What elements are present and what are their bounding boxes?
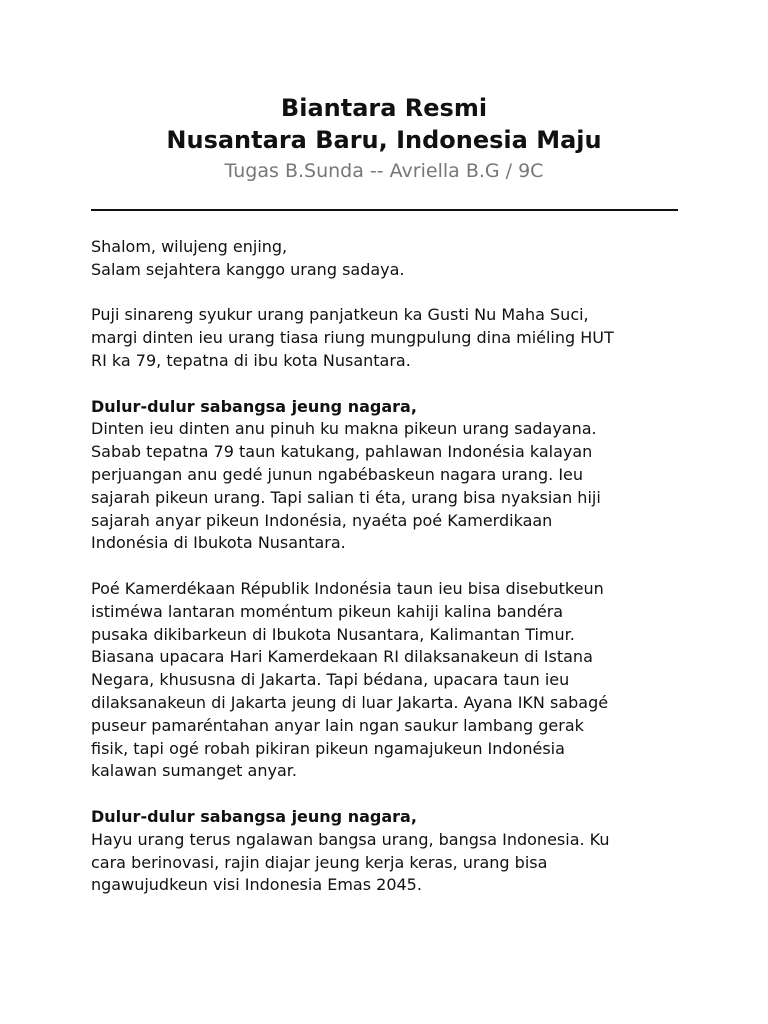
text-line: RI ka 79, tepatna di ibu kota Nusantara. (91, 350, 411, 370)
text-line: perjuangan anu gedé junun ngabébaskeun nagara urang. Ieu (91, 464, 584, 484)
text-line: sajarah pikeun urang. Tapi salian ti éta, urang bisa nyaksian hiji (91, 487, 601, 507)
text-line: Sabab tepatna 79 taun katukang, pahlawan Indonésia kalayan (91, 442, 593, 462)
section-1 (91, 396, 678, 556)
document-header (0, 92, 768, 184)
title-line-1: Biantara Resmi (280, 94, 488, 122)
text-line: pusaka dikibarkeun di Ibukota Nusantara, Kalimantan Timur. (91, 624, 575, 644)
text-line: Hayu urang terus ngalawan bangsa urang, bangsa Indonesia. Ku (91, 829, 610, 849)
text-line: kalawan sumanget anyar. (91, 761, 297, 781)
horizontal-divider (91, 209, 678, 211)
text-line: Salam sejahtera kanggo urang sadaya. (91, 259, 405, 279)
text-line: sajarah anyar pikeun Indonésia, nyaéta poé Kamerdikaan (91, 510, 553, 530)
text-line: Shalom, wilujeng enjing, (91, 237, 288, 256)
section-heading: Dulur-dulur sabangsa jeung nagara, (91, 396, 417, 416)
greeting-paragraph (91, 236, 678, 282)
text-line: Dinten ieu dinten anu pinuh ku makna pikeun urang sadayana. (91, 419, 597, 439)
subtitle: Tugas B.Sunda -- Avriella B.G / 9C (224, 160, 544, 182)
text-line: margi dinten ieu urang tiasa riung mungpulung dina miéling HUT (91, 328, 614, 348)
text-line: Negara, khususna di Jakarta. Tapi bédana, upacara taun ieu (91, 670, 570, 690)
paragraph-1 (91, 304, 678, 372)
text-line: Indonésia di Ibukota Nusantara. (91, 533, 346, 553)
section-2 (91, 806, 678, 897)
text-line: Poé Kamerdékaan Républik Indonésia taun ieu bisa disebutkeun (91, 578, 604, 598)
text-line: ngawujudkeun visi Indonesia Emas 2045. (91, 875, 422, 895)
document-body (91, 236, 678, 920)
text-line: istiméwa lantaran moméntum pikeun kahiji kalina bandéra (91, 601, 564, 621)
text-line: cara berinovasi, rajin diajar jeung kerja keras, urang bisa (91, 852, 548, 872)
title-line-2: Nusantara Baru, Indonesia Maju (166, 126, 602, 154)
text-line: Biasana upacara Hari Kamerdekaan RI dilaksanakeun di Istana (91, 647, 593, 667)
text-line: dilaksanakeun di Jakarta jeung di luar Jakarta. Ayana IKN sabagé (91, 692, 609, 712)
text-line: puseur pamaréntahan anyar lain ngan saukur lambang gerak (91, 715, 584, 735)
text-line: Puji sinareng syukur urang panjatkeun ka Gusti Nu Maha Suci, (91, 305, 589, 325)
section-heading: Dulur-dulur sabangsa jeung nagara, (91, 806, 417, 826)
paragraph-3 (91, 578, 678, 783)
text-line: fisik, tapi ogé robah pikiran pikeun ngamajukeun Indonésia (91, 738, 565, 758)
